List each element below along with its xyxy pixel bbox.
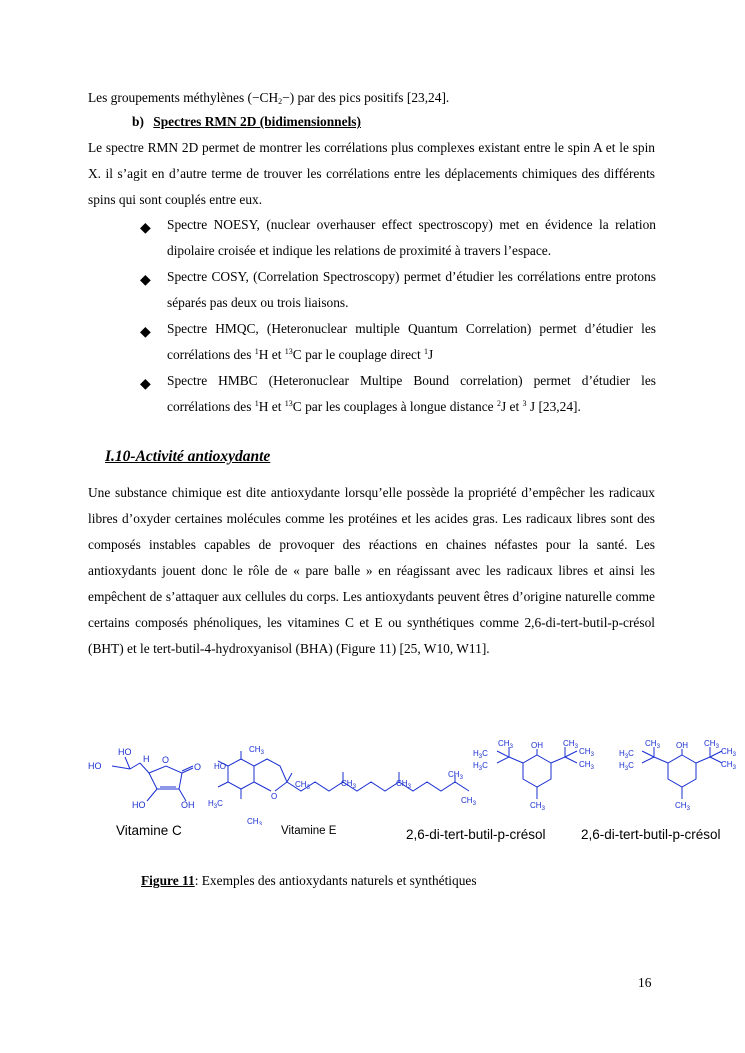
- vitamin-c-structure: [88, 747, 201, 810]
- atom-methyl: $CH_3$: [498, 739, 513, 750]
- nmr-2d-list: [140, 212, 656, 420]
- atom-oh: OH: [531, 741, 543, 750]
- hmqc-text-a: Spectre HMQC, (Heteronuclear multiple Quantum Correlation) permet d’étudier les corrélations des: [167, 321, 656, 362]
- hmqc-sup-2: 13: [284, 347, 293, 356]
- atom-o: O: [271, 792, 278, 801]
- vitamin-e-aromatic-ring: [228, 759, 254, 789]
- atom-h: H: [143, 754, 150, 764]
- subsection-marker: b): [132, 114, 144, 129]
- vitamin-e-structure: [208, 745, 477, 825]
- diamond-bullet-icon: ◆: [140, 377, 151, 392]
- hmbc-sup-4: 3: [522, 399, 527, 408]
- vitamin-c-label: Vitamine C: [116, 823, 182, 838]
- diamond-bullet-icon: ◆: [140, 221, 151, 236]
- list-item-text: [167, 321, 656, 362]
- list-item-text: Spectre NOESY, (nuclear overhauser effect spectroscopy) met en évidence la relation dipolaire croisée et indique les relations de proximité à travers l’espace.: [167, 217, 656, 258]
- atom-methyl: $H_3C$: [473, 749, 488, 760]
- intro-line-subscript: 2: [278, 97, 283, 106]
- vitamin-e-label: Vitamine E: [281, 825, 337, 837]
- paragraph-2d: Le spectre RMN 2D permet de montrer les corrélations plus complexes existant entre le spin A et le spin X. il s’agit en d’autre terme de trouver les corrélations entre les déplacements chimiques des différents spins qui sont couplés entre eux.: [88, 140, 655, 207]
- atom-ho: HO: [88, 761, 102, 771]
- intro-line: [88, 85, 655, 115]
- atom-ho: HO: [118, 747, 132, 757]
- figure-caption: [141, 872, 477, 890]
- atom-oh: OH: [181, 800, 195, 810]
- atom-ho: HO: [132, 800, 146, 810]
- paragraph-antioxidant: Une substance chimique est dite antioxydante lorsqu’elle possède la propriété d’empêcher les radicaux libres d’oxyder certaines molécules comme les protéines et les acides gras. Les radicaux libres sont des composés instables capables de provoquer des réactions en chaines néfastes pour la santé. Les antioxydants jouent donc le rôle de « pare balle » en réagissant avec les radicaux libres et ainsi les empêchent de s’attaquer aux cellules du corps. Les antioxydants peuvent êtres d’origine naturelle comme certains composés phénoliques, les vitamines C et E ou synthétiques comme 2,6-di-tert-butil-p-crésol (BHT) et le tert-butil-4-hydroxyanisol (BHA) (Figure 11) [25, W10, W11].: [88, 485, 655, 656]
- atom-methyl: $CH_3$: [704, 739, 719, 750]
- vitamin-e-chroman-ring: [254, 759, 287, 791]
- atom-methyl: $H_3C$: [208, 799, 223, 810]
- hmbc-text-e: J [23,24].: [526, 399, 581, 414]
- list-item-hmqc: [140, 316, 656, 368]
- section-title: I.10-Activité antioxydante: [105, 448, 271, 465]
- atom-methyl: $CH_3$: [675, 801, 690, 812]
- bht-label-2: 2,6-di-tert-butil-p-crésol: [581, 827, 721, 842]
- hmbc-sup-3: 2: [496, 399, 501, 408]
- hmbc-text-d: J et: [500, 399, 523, 414]
- intro-line-start: Les groupements méthylènes (−CH: [88, 90, 279, 105]
- atom-methyl: $H_3C$: [619, 749, 634, 760]
- list-item-hmbc: [140, 368, 656, 420]
- hmbc-sup-1: 1: [254, 399, 259, 408]
- subsection-heading: [132, 112, 361, 132]
- atom-methyl: $CH_3$: [249, 745, 264, 756]
- atom-methyl: $CH_3$: [461, 796, 476, 807]
- diamond-bullet-icon: ◆: [140, 325, 151, 340]
- atom-methyl: $CH_3$: [721, 747, 736, 758]
- hmbc-text-b: H et: [258, 399, 285, 414]
- figure-caption-ref: Figure 11: [141, 873, 195, 888]
- hmqc-text-b: H et: [258, 347, 285, 362]
- list-item-noesy: [140, 212, 656, 264]
- bht-structure-1: [473, 739, 595, 812]
- atom-methyl: $CH_3$: [295, 780, 310, 791]
- subsection-title: Spectres RMN 2D (bidimensionnels): [153, 114, 361, 129]
- atom-methyl: $H_3C$: [619, 761, 634, 772]
- hmbc-text-c: C par les couplages à longue distance: [292, 399, 497, 414]
- atom-methyl: $CH_3$: [530, 801, 545, 812]
- atom-o: O: [162, 755, 170, 765]
- hmbc-text-a: Spectre HMBC (Heteronuclear Multipe Bound correlation) permet d’étudier les corrélations des: [167, 373, 656, 414]
- atom-methyl: $CH_3$: [396, 779, 411, 790]
- figure-caption-text: : Exemples des antioxydants naturels et synthétiques: [194, 873, 477, 888]
- atom-methyl: $CH_3$: [579, 747, 594, 758]
- atom-methyl: $CH_3$: [563, 739, 578, 750]
- structures-drawing: [85, 735, 740, 825]
- intro-line-end: −) par des pics positifs [23,24].: [282, 90, 450, 105]
- diamond-bullet-icon: ◆: [140, 273, 151, 288]
- atom-methyl: $CH_3$: [645, 739, 660, 750]
- bht-ring: [523, 755, 551, 787]
- list-item-text: [167, 373, 656, 414]
- bht-ring: [668, 755, 696, 787]
- hmqc-text-d: J: [428, 347, 434, 362]
- page-number: 16: [638, 975, 652, 990]
- hmqc-text-c: C par le couplage direct: [292, 347, 425, 362]
- atom-methyl: $CH_3$: [721, 760, 736, 771]
- vitamin-c-ring: [149, 766, 182, 789]
- figure-11: [85, 735, 740, 845]
- atom-oh: OH: [676, 741, 688, 750]
- list-item-cosy: [140, 264, 656, 316]
- hmqc-sup-3: 1: [424, 347, 429, 356]
- atom-methyl: $CH_3$: [448, 770, 463, 781]
- hmbc-sup-2: 13: [284, 399, 293, 408]
- list-item-text: Spectre COSY, (Correlation Spectroscopy) permet d’étudier les corrélations entre protons séparés pas deux ou trois liaisons.: [167, 269, 656, 310]
- bht-label-1: 2,6-di-tert-butil-p-crésol: [406, 827, 546, 842]
- atom-o: O: [194, 762, 202, 772]
- vitamin-e-side-chain: [287, 782, 469, 791]
- atom-methyl: $H_3C$: [473, 761, 488, 772]
- atom-methyl: $CH_3$: [579, 760, 594, 771]
- bht-structure-2: [619, 739, 737, 812]
- atom-methyl: $CH_3$: [247, 817, 262, 825]
- atom-ho: HO: [214, 762, 226, 771]
- atom-methyl: $CH_3$: [341, 779, 356, 790]
- hmqc-sup-1: 1: [254, 347, 259, 356]
